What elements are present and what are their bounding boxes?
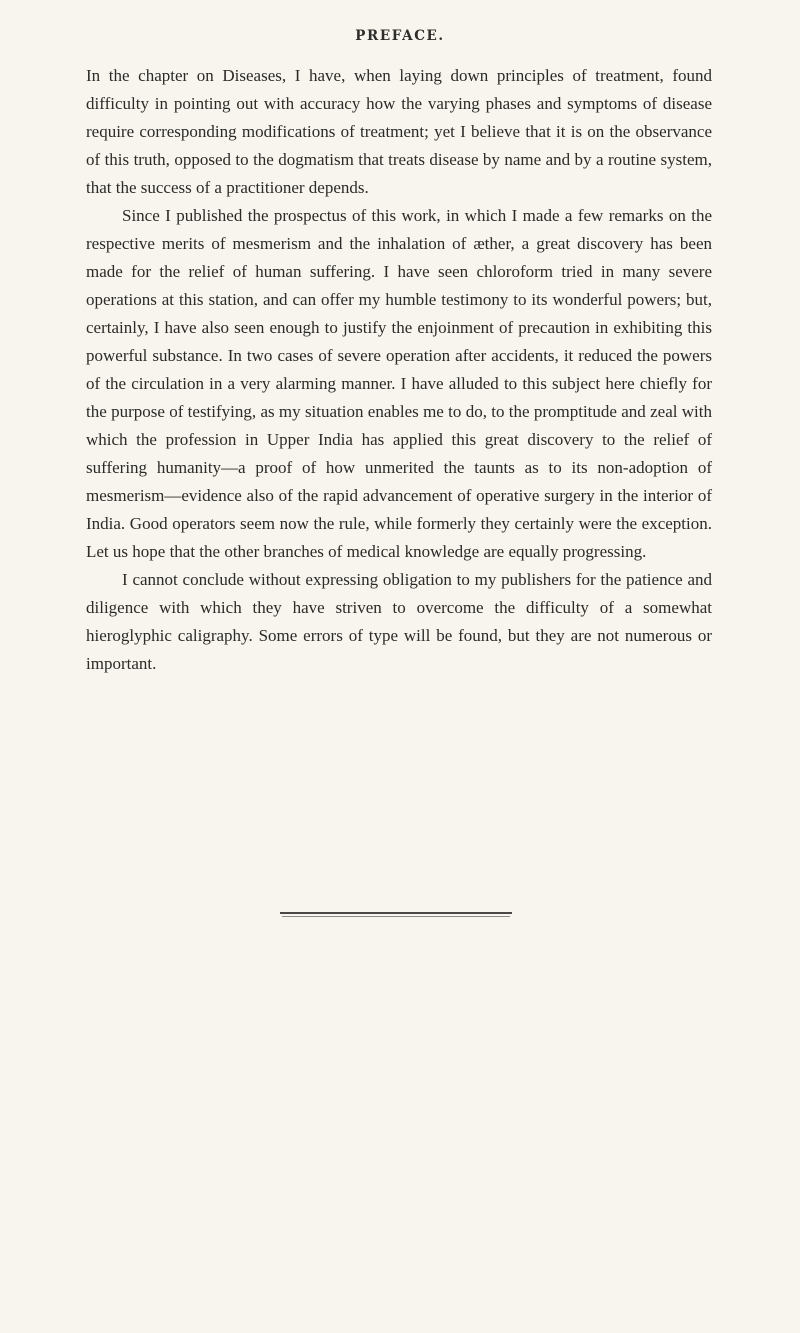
- body-text: [86, 62, 712, 678]
- section-divider-underline: [282, 916, 510, 917]
- paragraph-acknowledgement: I cannot conclude without expressing obligation to my publishers for the patience and diligence with which they have striven to overcome the difficulty of a somewhat hieroglyphic caligraphy. Some errors of type will be found, but they are not numerous or important.: [86, 570, 712, 673]
- section-divider: [280, 912, 512, 914]
- paragraph-diseases: In the chapter on Diseases, I have, when laying down principles of treatment, found difficulty in pointing out with accuracy how the varying phases and symptoms of disease require corresponding modifications of treatment; yet I believe that it is on the observance of this truth, opposed to the dogmatism that treats disease by name and by a routine system, that the success of a practitioner depends.: [86, 66, 712, 197]
- running-head: PREFACE.: [355, 28, 445, 44]
- paragraph-chloroform: Since I published the prospectus of this work, in which I made a few remarks on the respective merits of mesmerism and the inhalation of æther, a great discovery has been made for the relief of human suffering. I have seen chloroform tried in many severe operations at this station, and can offer my humble testimony to its wonderful powers; but, certainly, I have also seen enough to justify the enjoinment of precaution in exhibiting this powerful substance. In two cases of severe operation after accidents, it reduced the powers of the circulation in a very alarming manner. I have alluded to this subject here chiefly for the purpose of testifying, as my situation enables me to do, to the promptitude and zeal with which the profession in Upper India has applied this great discovery to the relief of suffering humanity—a proof of how unmerited the taunts as to its non-adoption of mesmerism—evidence also of the rapid advancement of operative surgery in the interior of India. Good operators seem now the rule, while formerly they certainly were the exception. Let us hope that the other branches of medical knowledge are equally progressing.: [86, 206, 712, 561]
